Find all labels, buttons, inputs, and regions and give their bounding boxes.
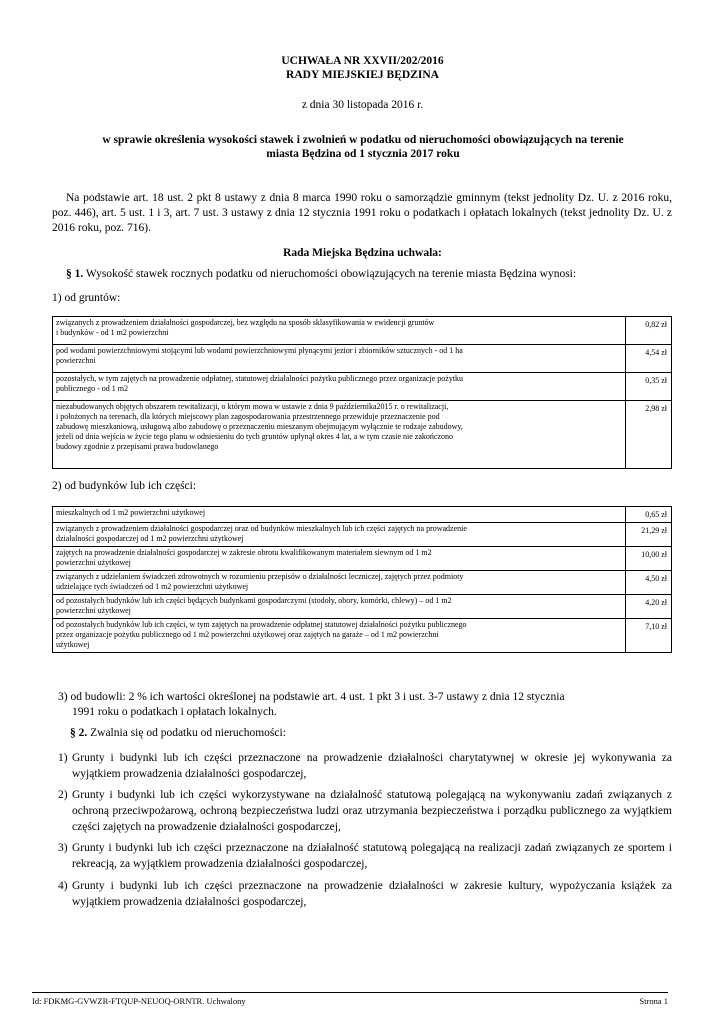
table-row [53,619,672,653]
desc-line: działalności gospodarczej od 1 m2 powierzchni użytkowej [56,534,244,543]
exemption-item [58,878,672,910]
rate-description [53,317,626,345]
section-1-text: Wysokość stawek rocznych podatku od nieruchomości obowiązujących na terenie miasta Będzina wynosi: [83,268,577,280]
item-line: Grunty i budynki lub ich części przeznaczone na prowadzenie działalności charytatywnej w okresie jej [72,752,586,764]
rate-amount: 4,20 zł [626,595,672,619]
document-id: Id: FDKMG-GVWZR-FTQUP-NEUOQ-ORNTR. Uchwalony [32,996,246,1006]
desc-line: mieszkalnych od 1 m2 powierzchni użytkowej [56,508,206,517]
subject-line-2: miasta Będzina od 1 stycznia 2017 roku [266,148,460,160]
item-text [72,787,672,835]
section-1-heading [52,268,677,280]
rate-description [53,619,626,653]
rate-description [53,345,626,373]
desc-line: związanych z prowadzeniem działalności gospodarczej oraz od budynków mieszkalnych lub ich części zajętych na prowadzenie [56,524,467,533]
land-rates-table [52,316,672,469]
table-row [53,345,672,373]
rate-amount: 4,50 zł [626,571,672,595]
resolution-subject [60,133,666,161]
building-rates-table [52,506,672,653]
rate-amount: 10,00 zł [626,547,672,571]
page-number: Strona 1 [639,996,668,1006]
section-2-heading [70,727,286,739]
table-row [53,595,672,619]
table-row [53,547,672,571]
desc-line: związanych z udzielaniem świadczeń zdrowotnych w rozumieniu przepisów o działalności leczniczej, zajętych przez podmioty [56,572,464,581]
desc-line: zajętych na prowadzenie działalności gospodarczej w zakresie obrotu kwalifikowanym materiałem siewnym od 1 m2 [56,548,432,557]
desc-line: publicznego - od 1 m2 [56,384,128,393]
intro-line-2: Dz. U. z 2016 roku, poz. 446), art. 5 ust. 1 i 3, art. 7 ust. 3 ustawy z dnia 12 stycznia 1991 roku o podatkach [52,192,673,219]
intro-line-1: Na podstawie art. 18 ust. 2 pkt 8 ustawy z dnia 8 marca 1990 roku o samorządzie gminnym (tekst jednolity [66,192,575,204]
desc-line: i położonych na terenach, dla których miejscowy plan zagospodarowania przestrzennego przewiduje przeznaczenie pod [56,412,440,421]
desc-line: zabudowę mieszkaniową, usługową albo zabudowę o przeznaczeniu mieszanym obejmującym wyłącznie te rodzaje zabudowy, [56,422,463,431]
desc-line: powierzchni użytkowej [56,606,131,615]
intro-line-3: i opłatach lokalnych (tekst jednolity Dz. U. z 2016 roku, poz. 716). [52,207,673,234]
resolution-title [0,54,725,82]
item-text [72,750,672,782]
table-row [53,571,672,595]
rate-amount: 0,82 zł [626,317,672,345]
desc-line: jeżeli od dnia wejścia w życie tego planu w odniesieniu do tych gruntów upłynął okres 4 lat, a w tym czasie nie zakończono [56,432,453,441]
section-2-label: § 2. [70,727,88,739]
item-line: i porządku publicznego za wyjątkiem części zajętych na prowadzenie działalności gospodarczej, [72,805,672,833]
rate-amount: 21,29 zł [626,523,672,547]
item-line: Grunty i budynki lub ich części przeznaczone na prowadzenie działalności w zakresie kultury, wypożyczania [72,880,616,892]
footer-divider [32,992,668,993]
title-line-2: RADY MIEJSKIEJ BĘDZINA [286,69,439,81]
desc-line: powierzchni [56,356,96,365]
desc-line: użytkowej [56,640,90,649]
rate-amount: 0,65 zł [626,507,672,523]
item-number: 2) [58,789,68,801]
desc-line: pozostałych, w tym zajętych na prowadzenie odpłatnej, statutowej działalności pożytku publicznego przez organizacje pożytku [56,374,464,383]
desc-line: budowy zgodnie z przepisami prawa budowlanego [56,442,219,451]
item-number: 1) [58,752,68,764]
table-row [53,317,672,345]
exemption-item [58,750,672,782]
item-number: 4) [58,880,68,892]
item-line: Grunty i budynki lub ich części przeznaczone na działalność statutową polegającą na realizacji zadań [72,842,552,854]
rate-description [53,373,626,401]
desc-line: od pozostałych budynków lub ich części będących budynkami gospodarczymi (stodoły, obory, komórki, chlewy) – od 1 m2 [56,596,452,605]
table-row [53,401,672,469]
rate-description [53,401,626,469]
desc-line: pod wodami powierzchniowymi stojącymi lub wodami powierzchniowymi płynącymi jezior i zbiorników sztucznych - od 1 ha [56,346,463,355]
item-text [72,840,672,872]
rate-description [53,595,626,619]
table-row [53,507,672,523]
legal-basis-paragraph [52,191,672,236]
item-line: książek za wyjątkiem prowadzenia działalności gospodarczej, [72,880,672,908]
buildings-heading: 2) od budynków lub ich części: [52,480,197,492]
item-line: związanych z ochroną przeciwpożarową, ochroną bezpieczeństwa ludzi oraz utrzymania bezpieczeństwa [72,789,672,817]
desc-line: związanych z prowadzeniem działalności gospodarczej, bez względu na sposób sklasyfikowania w ewidencji gruntów [56,318,435,327]
rate-description [53,507,626,523]
desc-line: od pozostałych budynków lub ich części, w tym zajętych na prowadzenie odpłatnej statutowej działalności pożytku publicznego [56,620,467,629]
structures-line-1: 3) od budowli: 2 % ich wartości określonej na podstawie art. 4 ust. 1 pkt 3 i ust. 3-7 ustawy z dnia 12 stycznia [58,691,565,703]
item-line: wykonywania za wyjątkiem prowadzenia działalności gospodarczej, [72,752,673,780]
resolution-statement: Rada Miejska Będzina uchwala: [283,247,442,259]
desc-line: powierzchni użytkowej [56,558,131,567]
title-line-1: UCHWAŁA NR XXVII/202/2016 [281,55,444,67]
desc-line: niezabudowanych objętych obszarem rewitalizacji, o którym mowa w ustawie z dnia 9 października2015 r. o rewitalizacji, [56,402,449,411]
item-text [72,878,672,910]
desc-line: przez organizacje pożytku publicznego od 1 m2 powierzchni użytkowej oraz zajętych na garaże – od 1 m2 powierzchni [56,630,439,639]
rate-amount: 4,54 zł [626,345,672,373]
rate-amount: 0,35 zł [626,373,672,401]
rate-amount: 2,98 zł [626,401,672,469]
desc-line: i budynków - od 1 m2 powierzchni [56,328,169,337]
table-row [53,523,672,547]
structures-item [58,690,672,720]
rate-description [53,547,626,571]
exemption-item [58,840,672,872]
rate-description [53,571,626,595]
item-number: 3) [58,842,68,854]
rate-description [53,523,626,547]
resolution-date: z dnia 30 listopada 2016 r. [301,99,424,111]
subject-line-1: w sprawie określenia wysokości stawek i zwolnień w podatku od nieruchomości obowiązujących na terenie [102,134,624,146]
item-line: związanych ze sportem i rekreacją, za wyjątkiem prowadzenia działalności gospodarczej, [72,842,672,870]
table-row [53,373,672,401]
section-2-text: Zwalnia się od podatku od nieruchomości: [87,727,286,739]
section-1-label: § 1. [66,268,84,280]
land-heading: 1) od gruntów: [52,292,121,304]
desc-line: udzielające tych świadczeń od 1 m2 powierzchni użytkowej [56,582,249,591]
structures-line-2: 1991 roku o podatkach i opłatach lokalnych. [72,706,277,718]
item-line: Grunty i budynki lub ich części wykorzystywane na działalność statutową polegającą na wykonywaniu zadań [72,789,603,801]
exemption-item [58,787,672,835]
rate-amount: 7,10 zł [626,619,672,653]
